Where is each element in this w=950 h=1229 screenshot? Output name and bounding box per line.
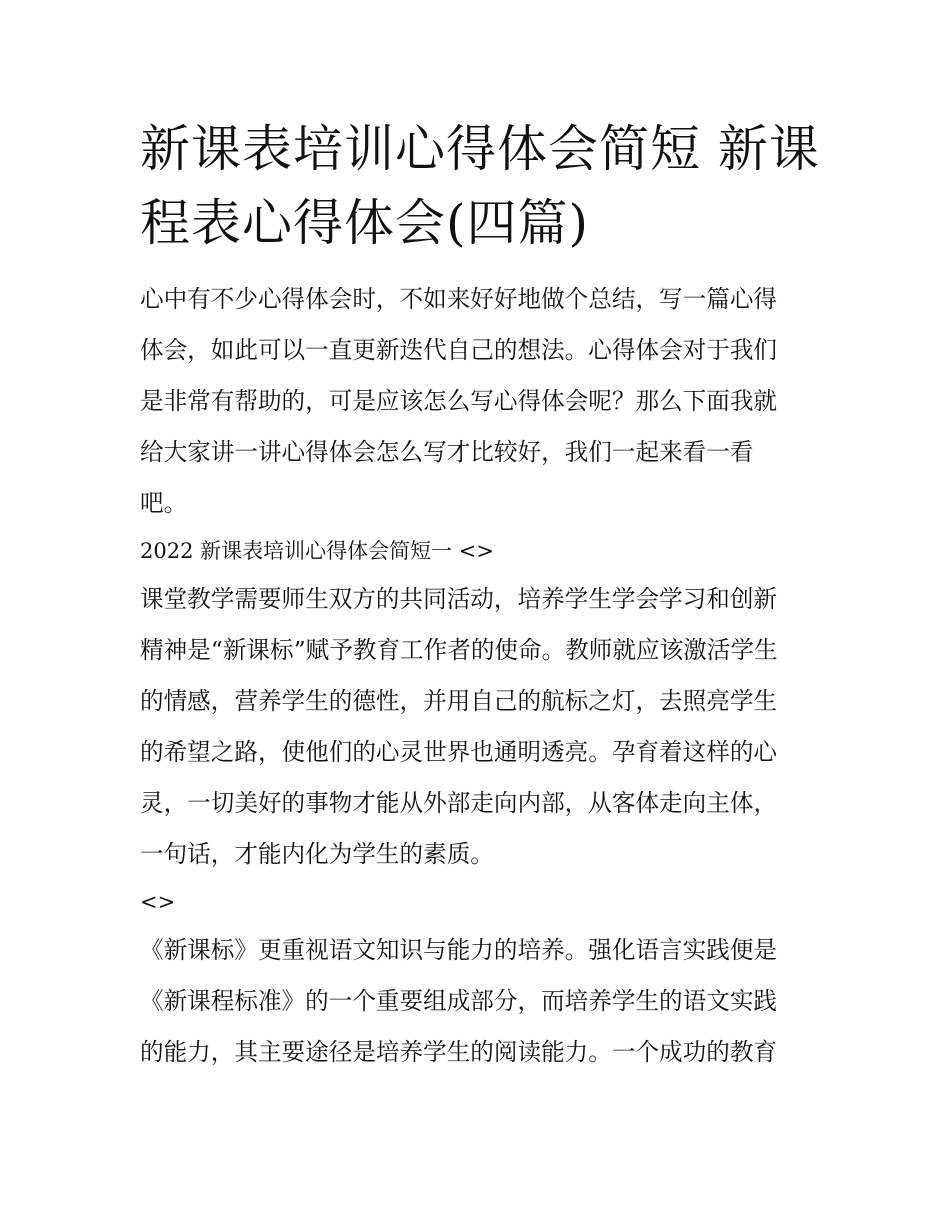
text-line: 吧。 xyxy=(140,489,188,517)
text-line: 一句话，才能内化为学生的素质。 xyxy=(140,840,494,868)
section-heading: 2022 新课表培训心得体会简短一 <> xyxy=(140,539,494,563)
text-line: 精神是“新课标”赋予教育工作者的使命。教师就应该激活学生 xyxy=(140,636,778,664)
text-line: 灵，一切美好的事物才能从外部走向内部，从客体走向主体， xyxy=(140,789,778,817)
document-page xyxy=(140,112,820,1078)
document-title xyxy=(140,112,820,260)
text-line: 心中有不少心得体会时，不如来好好地做个总结，写一篇心得 xyxy=(140,285,778,313)
body-paragraph-2 xyxy=(140,925,815,1078)
title-line: 程表心得体会(四篇) xyxy=(140,194,590,252)
separator-marker: <> xyxy=(140,890,176,914)
text-line: 《新课标》更重视语文知识与能力的培养。强化语言实践便是 xyxy=(140,936,778,964)
text-line: 的能力，其主要途径是培养学生的阅读能力。一个成功的教育 xyxy=(140,1038,778,1066)
intro-paragraph xyxy=(140,274,815,529)
text-line: 《新课程标准》的一个重要组成部分，而培养学生的语文实践 xyxy=(140,987,778,1015)
title-line: 新课表培训心得体会简短 新课 xyxy=(140,120,820,178)
text-line: 的希望之路，使他们的心灵世界也通明透亮。孕育着这样的心 xyxy=(140,738,778,766)
text-line: 体会，如此可以一直更新迭代自己的想法。心得体会对于我们 xyxy=(140,336,778,364)
text-line: 课堂教学需要师生双方的共同活动，培养学生学会学习和创新 xyxy=(140,585,778,613)
text-line: 给大家讲一讲心得体会怎么写才比较好，我们一起来看一看 xyxy=(140,438,754,466)
text-line: 的情感，营养学生的德性，并用自己的航标之灯，去照亮学生 xyxy=(140,687,778,715)
body-paragraph-1 xyxy=(140,574,815,880)
text-line: 是非常有帮助的，可是应该怎么写心得体会呢？那么下面我就 xyxy=(140,387,778,415)
